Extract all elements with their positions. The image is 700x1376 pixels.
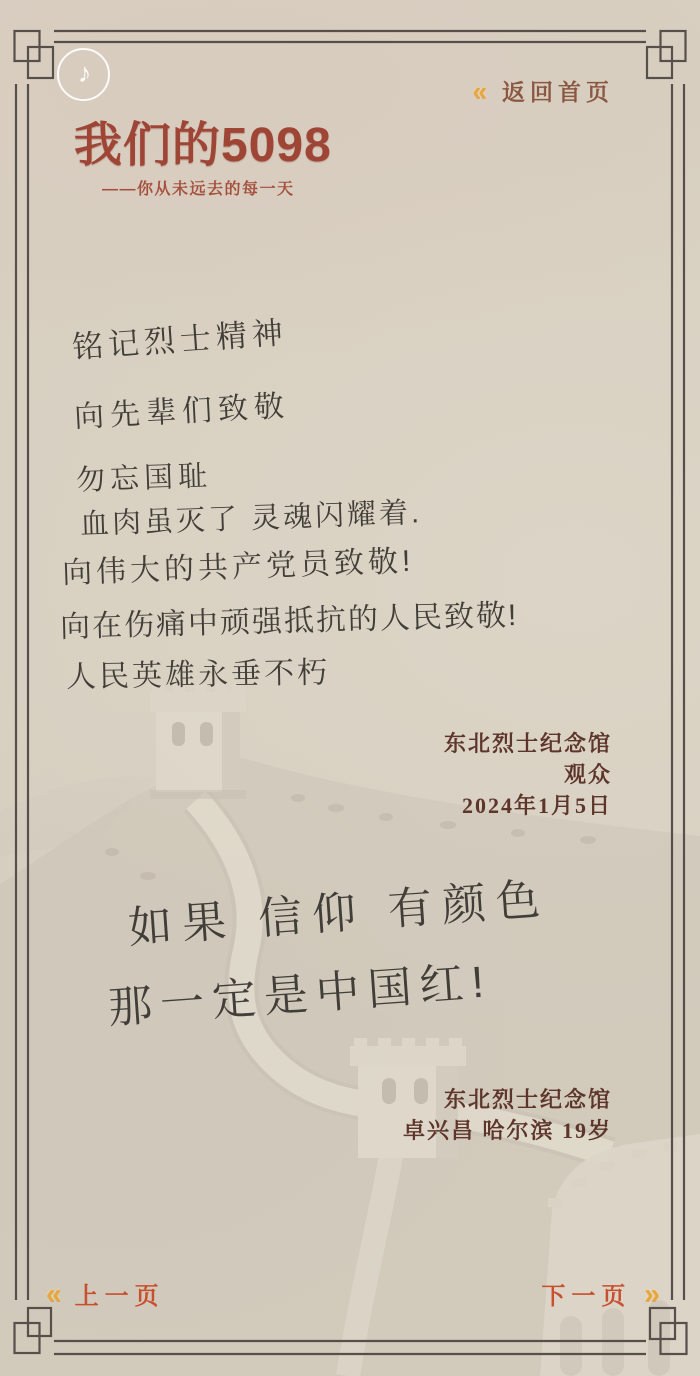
next-chevron-icon: »: [644, 1277, 660, 1309]
handwritten-line: 铭记烈士精神: [70, 314, 289, 365]
back-home-link[interactable]: [473, 74, 614, 107]
attribution-venue: 东北烈士纪念馆: [443, 1087, 612, 1112]
handwritten-line: 那一定是中国红!: [106, 957, 494, 1033]
music-toggle-button[interactable]: [57, 48, 110, 101]
message-attribution: [444, 728, 612, 821]
handwritten-line: 人民英雄永垂不朽: [65, 656, 331, 694]
message-attribution: [403, 1084, 612, 1146]
attribution-author: 卓兴昌 哈尔滨 19岁: [402, 1118, 612, 1143]
prev-page-label: 上一页: [74, 1284, 165, 1310]
attribution-date: 2024年1月5日: [461, 793, 612, 818]
prev-page-button[interactable]: [46, 1276, 165, 1311]
handwritten-line: 血肉虽灭了 灵魂闪耀着.: [79, 497, 423, 541]
attribution-author: 观众: [563, 762, 612, 787]
back-home-label: 返回首页: [502, 80, 614, 105]
handwritten-line: 勿忘国耻: [75, 460, 213, 497]
site-title: 我们的5098: [74, 119, 332, 172]
handwritten-line: 向伟大的共产党员致敬!: [61, 544, 415, 590]
next-page-label: 下一页: [541, 1284, 632, 1310]
site-subtitle: ——你从未远去的每一天: [102, 181, 295, 198]
handwritten-line: 向先辈们致敬: [73, 389, 291, 434]
back-chevron-icon: «: [472, 75, 487, 106]
handwritten-line: 如果 信仰 有颜色: [126, 874, 552, 953]
next-page-button[interactable]: [541, 1276, 660, 1311]
prev-chevron-icon: «: [46, 1277, 62, 1309]
handwritten-line: 向在伤痛中顽强抵抗的人民致敬!: [59, 599, 519, 644]
attribution-venue: 东北烈士纪念馆: [443, 731, 612, 756]
music-note-icon: ♪: [77, 58, 92, 88]
